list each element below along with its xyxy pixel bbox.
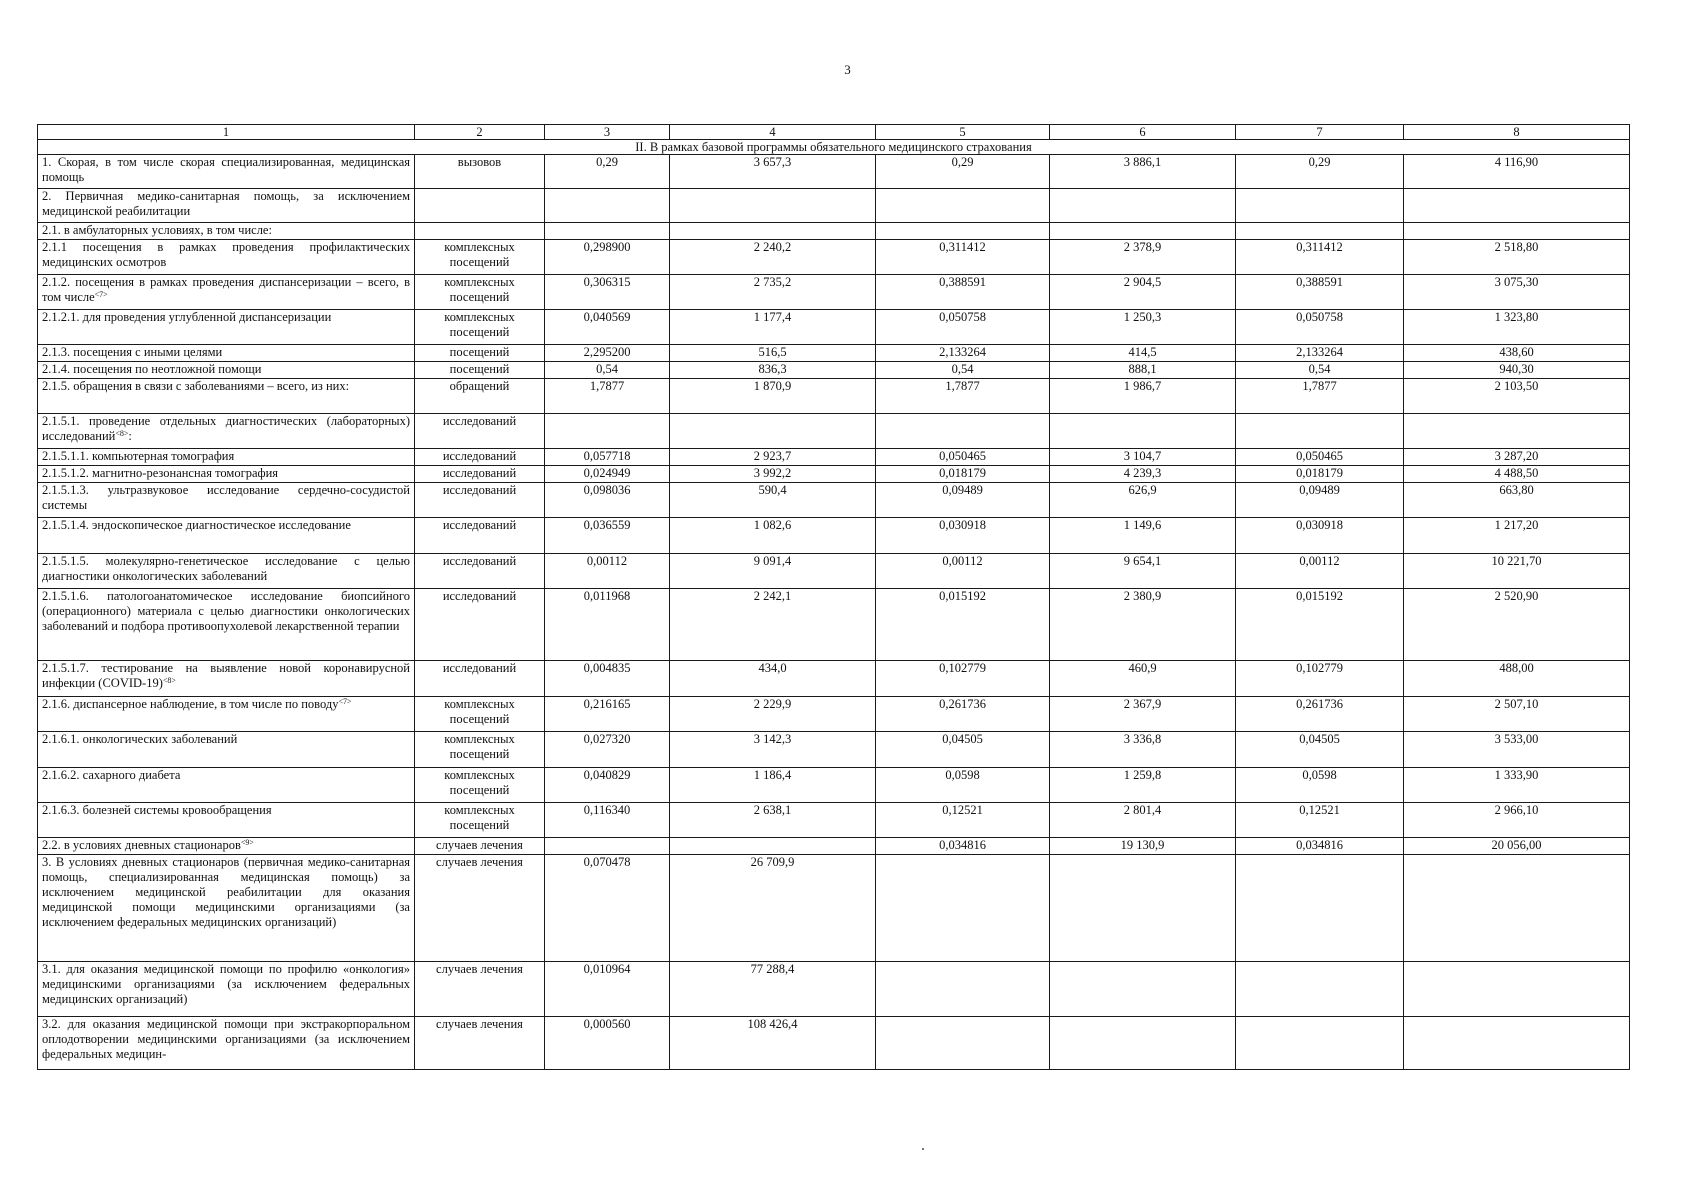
value-cell-c3 [545,414,670,449]
value-cell-c7: 0,04505 [1236,732,1404,768]
unit-cell: исследований [415,661,545,697]
value-cell-c4 [670,838,876,855]
value-cell-c8: 20 056,00 [1404,838,1630,855]
value-cell-c3: 0,004835 [545,661,670,697]
footnote-ref: <8> [162,676,176,685]
row-name [38,697,415,732]
row-name-text: 2.1.5.1.3. ультразвуковое исследование сердечно-сосудистой системы [42,483,410,512]
column-header: 4 [670,125,876,140]
column-header: 5 [876,125,1050,140]
value-cell-c3: 0,00112 [545,554,670,589]
value-cell-c7: 0,09489 [1236,483,1404,518]
value-cell-c4: 2 240,2 [670,240,876,275]
row-name [38,483,415,518]
unit-cell: комплексных посещений [415,768,545,803]
value-cell-c6: 1 250,3 [1050,310,1236,345]
unit-cell: случаев лечения [415,838,545,855]
value-cell-c5 [876,223,1050,240]
value-cell-c7: 0,388591 [1236,275,1404,310]
row-name-tail: : [128,429,132,443]
value-cell-c5: 0,0598 [876,768,1050,803]
value-cell-c5: 0,00112 [876,554,1050,589]
value-cell-c6: 4 239,3 [1050,466,1236,483]
row-name-text: 2.1.4. посещения по неотложной помощи [42,362,262,376]
unit-cell: исследований [415,414,545,449]
table-row [38,838,1630,855]
row-name-text: 2.1.2. посещения в рамках проведения диспансеризации – всего, в том числе [42,275,410,304]
value-cell-c4: 2 229,9 [670,697,876,732]
value-cell-c8: 2 520,90 [1404,589,1630,661]
unit-cell: комплексных посещений [415,732,545,768]
value-cell-c8: 1 333,90 [1404,768,1630,803]
value-cell-c6: 3 104,7 [1050,449,1236,466]
column-header: 1 [38,125,415,140]
row-name-text: 2.1.5.1. проведение отдельных диагностических (лабораторных) исследований [42,414,410,443]
value-cell-c6: 2 367,9 [1050,697,1236,732]
value-cell-c5: 0,050758 [876,310,1050,345]
value-cell-c7: 0,030918 [1236,518,1404,554]
row-name [38,275,415,310]
table-row [38,589,1630,661]
value-cell-c8: 438,60 [1404,345,1630,362]
value-cell-c7: 0,015192 [1236,589,1404,661]
row-name [38,310,415,345]
value-cell-c5: 0,034816 [876,838,1050,855]
value-cell-c3: 0,036559 [545,518,670,554]
row-name-text: 2.1.5. обращения в связи с заболеваниями – всего, из них: [42,379,350,393]
value-cell-c5 [876,1017,1050,1070]
unit-cell [415,223,545,240]
value-cell-c4: 9 091,4 [670,554,876,589]
value-cell-c5 [876,189,1050,223]
value-cell-c4: 108 426,4 [670,1017,876,1070]
value-cell-c8: 2 507,10 [1404,697,1630,732]
value-cell-c4 [670,223,876,240]
value-cell-c6 [1050,189,1236,223]
value-cell-c4: 434,0 [670,661,876,697]
value-cell-c3: 0,306315 [545,275,670,310]
value-cell-c3: 0,54 [545,362,670,379]
table-row [38,189,1630,223]
value-cell-c5: 2,133264 [876,345,1050,362]
row-name-text: 2. Первичная медико-санитарная помощь, за исключением медицинской реабилитации [42,189,410,218]
value-cell-c5: 0,54 [876,362,1050,379]
unit-cell: исследований [415,554,545,589]
value-cell-c6: 1 149,6 [1050,518,1236,554]
value-cell-c6: 19 130,9 [1050,838,1236,855]
row-name [38,803,415,838]
table-row [38,1017,1630,1070]
value-cell-c4: 2 735,2 [670,275,876,310]
value-cell-c6 [1050,414,1236,449]
table-row [38,155,1630,189]
value-cell-c3: 0,027320 [545,732,670,768]
value-cell-c7: 2,133264 [1236,345,1404,362]
unit-cell [415,189,545,223]
value-cell-c6: 2 378,9 [1050,240,1236,275]
value-cell-c6: 626,9 [1050,483,1236,518]
row-name [38,449,415,466]
unit-cell: исследований [415,518,545,554]
value-cell-c8 [1404,1017,1630,1070]
section-row [38,140,1630,155]
unit-cell: комплексных посещений [415,240,545,275]
value-cell-c4: 1 870,9 [670,379,876,414]
value-cell-c5: 0,29 [876,155,1050,189]
unit-cell: комплексных посещений [415,310,545,345]
value-cell-c6: 3 886,1 [1050,155,1236,189]
value-cell-c7: 0,54 [1236,362,1404,379]
row-name [38,466,415,483]
row-name-text: 3.1. для оказания медицинской помощи по профилю «онкология» медицинскими организациями (за исключением федеральных медицинских организаций) [42,962,410,1006]
unit-cell: исследований [415,466,545,483]
row-name [38,189,415,223]
value-cell-c3: 2,295200 [545,345,670,362]
table-row [38,962,1630,1017]
value-cell-c7 [1236,414,1404,449]
value-cell-c4: 516,5 [670,345,876,362]
table-row [38,310,1630,345]
value-cell-c6 [1050,223,1236,240]
value-cell-c8: 4 488,50 [1404,466,1630,483]
value-cell-c7: 0,12521 [1236,803,1404,838]
tariff-table [37,124,1630,1070]
value-cell-c6: 9 654,1 [1050,554,1236,589]
unit-cell: посещений [415,362,545,379]
section-title: II. В рамках базовой программы обязательного медицинского страхования [38,140,1630,155]
value-cell-c7: 0,29 [1236,155,1404,189]
row-name [38,362,415,379]
value-cell-c3: 0,298900 [545,240,670,275]
table-row [38,223,1630,240]
value-cell-c5: 0,030918 [876,518,1050,554]
row-name [38,855,415,962]
value-cell-c5: 0,388591 [876,275,1050,310]
value-cell-c8 [1404,962,1630,1017]
value-cell-c6: 1 259,8 [1050,768,1236,803]
value-cell-c4 [670,189,876,223]
value-cell-c8 [1404,223,1630,240]
row-name-text: 2.1.1 посещения в рамках проведения профилактических медицинских осмотров [42,240,410,269]
value-cell-c7: 0,261736 [1236,697,1404,732]
row-name-text: 2.1.6.2. сахарного диабета [42,768,181,782]
unit-cell: комплексных посещений [415,803,545,838]
value-cell-c8: 1 323,80 [1404,310,1630,345]
value-cell-c7 [1236,855,1404,962]
table-row [38,518,1630,554]
value-cell-c8: 2 103,50 [1404,379,1630,414]
value-cell-c6: 3 336,8 [1050,732,1236,768]
row-name-text: 3. В условиях дневных стационаров (первичная медико-санитарная помощь, специализированная медицинская помощь) за исключением медицинской реабилитации для оказания медицинской помощи медицинскими организациями (за исключением федеральных медицинских организаций) [42,855,410,929]
table-row [38,483,1630,518]
value-cell-c4: 3 657,3 [670,155,876,189]
table-row [38,554,1630,589]
value-cell-c4: 2 242,1 [670,589,876,661]
column-header: 8 [1404,125,1630,140]
table-row [38,240,1630,275]
column-header: 6 [1050,125,1236,140]
value-cell-c7: 0,102779 [1236,661,1404,697]
value-cell-c5: 0,018179 [876,466,1050,483]
value-cell-c8: 4 116,90 [1404,155,1630,189]
row-name-text: 2.1.2.1. для проведения углубленной диспансеризации [42,310,332,324]
value-cell-c7 [1236,189,1404,223]
table-row [38,466,1630,483]
value-cell-c8: 2 966,10 [1404,803,1630,838]
value-cell-c7: 0,050758 [1236,310,1404,345]
value-cell-c4: 590,4 [670,483,876,518]
value-cell-c5: 0,311412 [876,240,1050,275]
value-cell-c3: 0,070478 [545,855,670,962]
unit-cell: посещений [415,345,545,362]
row-name [38,379,415,414]
value-cell-c3 [545,223,670,240]
row-name-text: 2.1.3. посещения с иными целями [42,345,223,359]
value-cell-c3: 0,024949 [545,466,670,483]
table-row [38,732,1630,768]
value-cell-c5: 0,050465 [876,449,1050,466]
value-cell-c8 [1404,189,1630,223]
unit-cell: вызовов [415,155,545,189]
value-cell-c7: 0,018179 [1236,466,1404,483]
value-cell-c7 [1236,962,1404,1017]
table-row [38,345,1630,362]
row-name-text: 2.1.6. диспансерное наблюдение, в том числе по поводу [42,697,339,711]
value-cell-c6: 2 380,9 [1050,589,1236,661]
row-name-text: 2.1.6.3. болезней системы кровообращения [42,803,272,817]
value-cell-c7 [1236,223,1404,240]
value-cell-c4: 1 186,4 [670,768,876,803]
value-cell-c7: 0,0598 [1236,768,1404,803]
value-cell-c6 [1050,962,1236,1017]
footnote-ref: <7> [338,697,352,706]
value-cell-c7: 0,034816 [1236,838,1404,855]
footnote-ref: <7> [94,290,108,299]
value-cell-c3: 0,29 [545,155,670,189]
row-name [38,518,415,554]
value-cell-c3: 0,000560 [545,1017,670,1070]
row-name [38,768,415,803]
row-name [38,155,415,189]
value-cell-c8: 2 518,80 [1404,240,1630,275]
value-cell-c8: 1 217,20 [1404,518,1630,554]
row-name [38,414,415,449]
value-cell-c8: 3 075,30 [1404,275,1630,310]
table-row [38,697,1630,732]
value-cell-c6: 414,5 [1050,345,1236,362]
value-cell-c4: 2 923,7 [670,449,876,466]
footnote-ref: <8> [115,429,129,438]
value-cell-c8: 940,30 [1404,362,1630,379]
value-cell-c5: 0,04505 [876,732,1050,768]
column-header: 2 [415,125,545,140]
row-name [38,661,415,697]
value-cell-c8: 3 287,20 [1404,449,1630,466]
column-header: 3 [545,125,670,140]
value-cell-c6: 888,1 [1050,362,1236,379]
row-name-text: 1. Скорая, в том числе скорая специализированная, медицинская помощь [42,155,410,184]
value-cell-c8 [1404,414,1630,449]
unit-cell: случаев лечения [415,962,545,1017]
row-name-text: 2.1.5.1.5. молекулярно-генетическое исследование с целью диагностики онкологических заболеваний [42,554,410,583]
table-row [38,855,1630,962]
table-row [38,803,1630,838]
value-cell-c6: 2 801,4 [1050,803,1236,838]
value-cell-c4: 77 288,4 [670,962,876,1017]
column-header: 7 [1236,125,1404,140]
value-cell-c8: 10 221,70 [1404,554,1630,589]
value-cell-c5 [876,962,1050,1017]
row-name [38,223,415,240]
scan-speck [922,1148,924,1150]
value-cell-c8 [1404,855,1630,962]
unit-cell: исследований [415,449,545,466]
value-cell-c8: 663,80 [1404,483,1630,518]
row-name-text: 2.1.5.1.4. эндоскопическое диагностическое исследование [42,518,351,532]
value-cell-c7: 0,311412 [1236,240,1404,275]
value-cell-c4: 836,3 [670,362,876,379]
row-name-text: 2.1. в амбулаторных условиях, в том числе: [42,223,272,237]
value-cell-c5 [876,414,1050,449]
row-name [38,962,415,1017]
value-cell-c7: 0,00112 [1236,554,1404,589]
footnote-ref: <9> [240,838,254,847]
value-cell-c4: 3 142,3 [670,732,876,768]
value-cell-c3: 0,098036 [545,483,670,518]
table-row [38,275,1630,310]
row-name-text: 2.1.6.1. онкологических заболеваний [42,732,238,746]
value-cell-c5: 0,015192 [876,589,1050,661]
value-cell-c7: 1,7877 [1236,379,1404,414]
value-cell-c3: 0,057718 [545,449,670,466]
value-cell-c4: 1 082,6 [670,518,876,554]
value-cell-c4: 26 709,9 [670,855,876,962]
row-name-text: 2.1.5.1.7. тестирование на выявление новой коронавирусной инфекции (COVID-19) [42,661,410,690]
value-cell-c5: 1,7877 [876,379,1050,414]
value-cell-c8: 3 533,00 [1404,732,1630,768]
value-cell-c6: 460,9 [1050,661,1236,697]
page-number: 3 [844,62,851,77]
value-cell-c8: 488,00 [1404,661,1630,697]
row-name [38,732,415,768]
value-cell-c7: 0,050465 [1236,449,1404,466]
value-cell-c6: 2 904,5 [1050,275,1236,310]
table-row [38,661,1630,697]
row-name-text: 2.2. в условиях дневных стационаров [42,838,241,852]
row-name-text: 2.1.5.1.6. патологоанатомическое исследование биопсийного (операционного) материала с целью диагностики онкологических заболеваний и подбора противоопухолевой лекарственной терапии [42,589,410,633]
table-row [38,379,1630,414]
value-cell-c4: 1 177,4 [670,310,876,345]
value-cell-c4: 3 992,2 [670,466,876,483]
row-name [38,554,415,589]
unit-cell: случаев лечения [415,1017,545,1070]
row-name [38,240,415,275]
row-name [38,1017,415,1070]
unit-cell: обращений [415,379,545,414]
unit-cell: исследований [415,483,545,518]
value-cell-c3: 0,116340 [545,803,670,838]
value-cell-c5: 0,12521 [876,803,1050,838]
value-cell-c5: 0,102779 [876,661,1050,697]
row-name-text: 2.1.5.1.1. компьютерная томография [42,449,235,463]
value-cell-c3 [545,189,670,223]
value-cell-c6 [1050,1017,1236,1070]
table-row [38,449,1630,466]
value-cell-c5: 0,09489 [876,483,1050,518]
unit-cell: исследований [415,589,545,661]
unit-cell: случаев лечения [415,855,545,962]
value-cell-c6 [1050,855,1236,962]
value-cell-c6: 1 986,7 [1050,379,1236,414]
value-cell-c3: 0,040829 [545,768,670,803]
value-cell-c4: 2 638,1 [670,803,876,838]
row-name [38,345,415,362]
table-row [38,768,1630,803]
table-row [38,414,1630,449]
value-cell-c3: 0,216165 [545,697,670,732]
value-cell-c4 [670,414,876,449]
value-cell-c3: 0,011968 [545,589,670,661]
value-cell-c3: 1,7877 [545,379,670,414]
value-cell-c5 [876,855,1050,962]
table-row [38,362,1630,379]
row-name [38,589,415,661]
row-name-text: 2.1.5.1.2. магнитно-резонансная томография [42,466,279,480]
value-cell-c5: 0,261736 [876,697,1050,732]
column-number-row [38,125,1630,140]
unit-cell: комплексных посещений [415,697,545,732]
value-cell-c3: 0,040569 [545,310,670,345]
row-name-text: 3.2. для оказания медицинской помощи при экстракорпоральном оплодотворении медицинскими организациями (за исключением федеральных медицин- [42,1017,410,1061]
value-cell-c7 [1236,1017,1404,1070]
unit-cell: комплексных посещений [415,275,545,310]
row-name [38,838,415,855]
value-cell-c3: 0,010964 [545,962,670,1017]
value-cell-c3 [545,838,670,855]
